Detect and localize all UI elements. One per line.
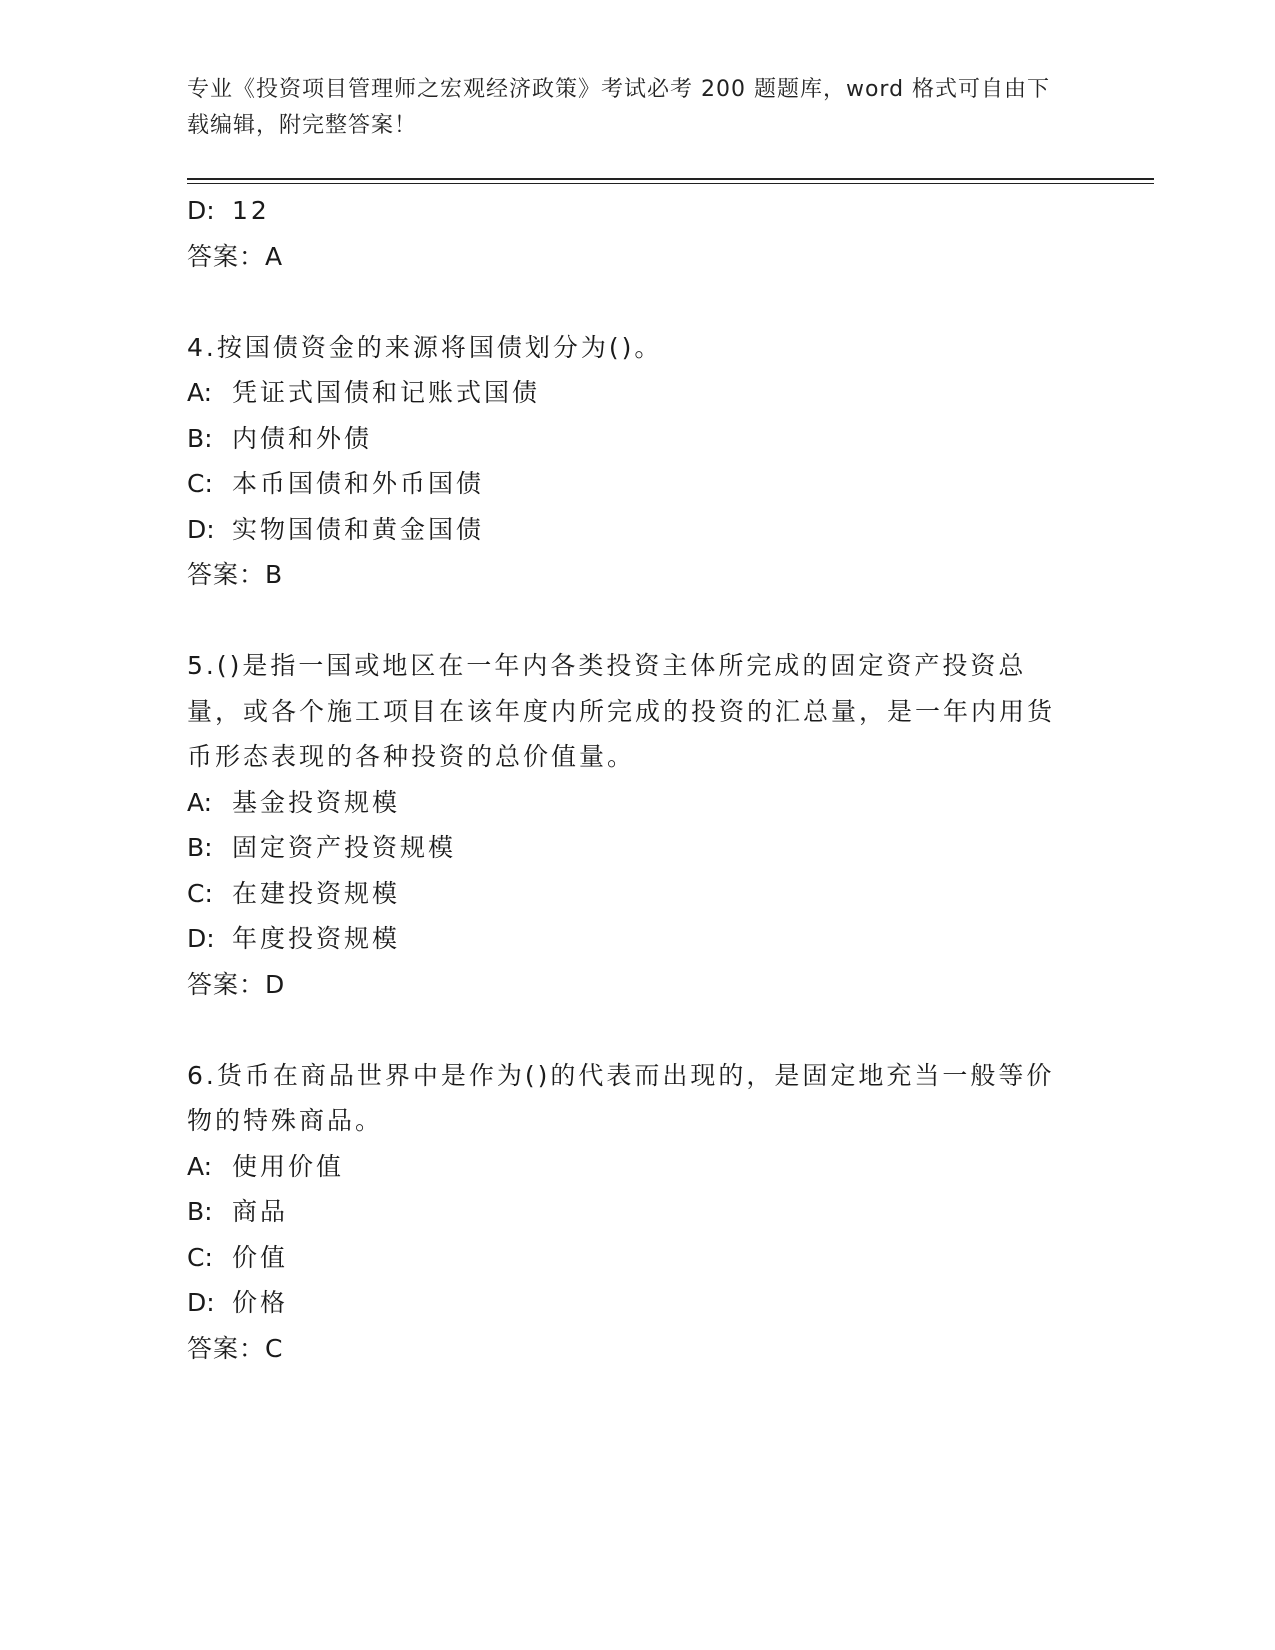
answer-line: 答案：A xyxy=(187,241,284,271)
option-text: 内债和外债 xyxy=(232,423,373,453)
option-b xyxy=(187,1189,1067,1235)
option-d xyxy=(187,1280,1067,1326)
header-divider-thin xyxy=(187,183,1154,184)
option-b xyxy=(187,416,1067,462)
spacer xyxy=(187,1007,1067,1053)
option-b xyxy=(187,825,1067,871)
option-text: 价值 xyxy=(232,1242,289,1272)
option-text: 基金投资规模 xyxy=(232,787,401,817)
option-key: C: xyxy=(187,1242,213,1272)
option-key: A: xyxy=(187,378,213,407)
option-key: B: xyxy=(187,1197,213,1226)
question-list xyxy=(187,188,1067,1371)
question-text: 4.按国债资金的来源将国债划分为()。 xyxy=(187,332,663,362)
option-text: 固定资产投资规模 xyxy=(232,833,457,862)
option-key: B: xyxy=(187,423,213,453)
option-text: 商品 xyxy=(232,1197,289,1226)
option-key: D: xyxy=(187,1288,215,1317)
question-text: 6.货币在商品世界中是作为()的代表而出现的，是固定地充当一般等价物的特殊商品。 xyxy=(187,1060,1055,1135)
spacer xyxy=(187,598,1067,644)
option-key: C: xyxy=(187,878,213,908)
option-key: D: xyxy=(187,196,215,225)
question-block-5 xyxy=(187,643,1067,1007)
option-key: D: xyxy=(187,514,215,544)
option-a xyxy=(187,1144,1067,1190)
option-key: A: xyxy=(187,787,213,817)
option-text: 价格 xyxy=(232,1288,289,1317)
option-key: D: xyxy=(187,924,215,953)
question-text: 5.()是指一国或地区在一年内各类投资主体所完成的固定资产投资总量，或各个施工项目在该年度内所完成的投资的汇总量，是一年内用货币形态表现的各种投资的总价值量。 xyxy=(187,651,1056,771)
option-key: A: xyxy=(187,1151,213,1181)
option-key: C: xyxy=(187,469,213,498)
answer-line: 答案：C xyxy=(187,1333,284,1363)
answer-line: 答案：D xyxy=(187,969,286,999)
option-a xyxy=(187,370,1067,416)
question-block-6 xyxy=(187,1053,1067,1372)
option-d xyxy=(187,188,1067,234)
prev-question-block xyxy=(187,188,1067,279)
option-text: 在建投资规模 xyxy=(232,878,401,908)
option-text: 年度投资规模 xyxy=(232,924,401,953)
answer-line: 答案：B xyxy=(187,560,284,589)
option-c xyxy=(187,871,1067,917)
option-text: 本币国债和外币国债 xyxy=(232,469,485,498)
option-text: 使用价值 xyxy=(232,1151,345,1181)
option-text: 凭证式国债和记账式国债 xyxy=(232,378,541,407)
option-d xyxy=(187,916,1067,962)
option-c xyxy=(187,1235,1067,1281)
option-a xyxy=(187,780,1067,826)
document-header: 专业《投资项目管理师之宏观经济政策》考试必考 200 题题库，word 格式可自由下载编辑，附完整答案！ xyxy=(187,77,1051,138)
option-key: B: xyxy=(187,833,213,862)
option-c xyxy=(187,461,1067,507)
option-text: 实物国债和黄金国债 xyxy=(232,514,485,544)
question-block-4 xyxy=(187,325,1067,598)
option-d xyxy=(187,507,1067,553)
header-divider-thick xyxy=(187,178,1154,180)
option-text: 12 xyxy=(232,196,270,225)
spacer xyxy=(187,279,1067,325)
